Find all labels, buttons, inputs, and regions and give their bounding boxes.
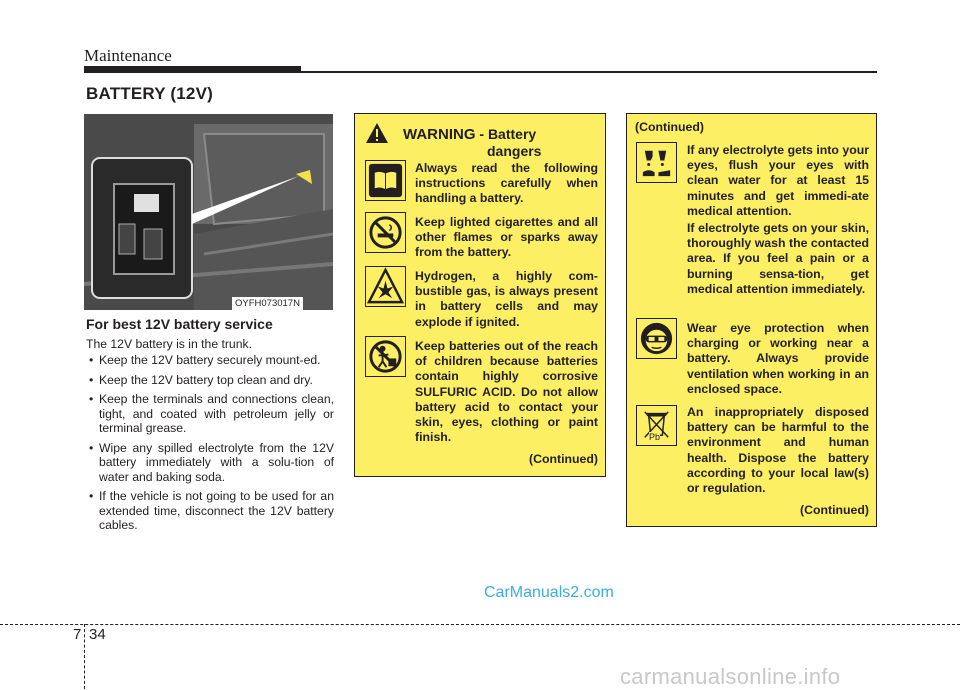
- corrosive-acid-icon: [636, 142, 677, 183]
- warning-triangle-icon: [365, 122, 389, 144]
- list-item: • Keep the terminals and connections clean, tight, and coated with petroleum jelly or terminal grease.: [86, 392, 334, 436]
- warning-item-text: Keep batteries out of the reach of children because batteries contain highly corrosive SULFURIC ACID. Do not allow battery acid to contact your skin, eyes, clothing or paint finish.: [415, 339, 598, 445]
- footer-vertical-divider: [84, 624, 85, 689]
- continued-head: (Continued): [635, 120, 704, 134]
- photo-code: OYFH073017N: [232, 297, 303, 310]
- warning-item-text: Keep lighted cigarettes and all other flames or sparks away from the battery.: [415, 215, 598, 260]
- continued-item-text: Wear eye protection when charging or working near a battery. Always provide ventilation when working in an enclosed space.: [687, 321, 869, 396]
- list-item: • If the vehicle is not going to be used for an extended time, disconnect the 12V battery cables.: [86, 489, 334, 533]
- continued-item-text: If any electrolyte gets into your eyes, flush your eyes with clean water for at least 15 minutes and get immedi-ate medical attention.: [687, 143, 869, 218]
- section-title: Maintenance: [84, 46, 172, 65]
- warning-title: [403, 126, 536, 143]
- list-item: • Keep the 12V battery top clean and dry.: [86, 373, 334, 388]
- pb-label: Pb: [649, 432, 661, 442]
- warning-title-rest: - Battery: [475, 126, 537, 142]
- explosion-icon: [365, 266, 406, 307]
- header-bar: [84, 66, 301, 73]
- warning-subtitle: dangers: [487, 143, 542, 159]
- continued-footer: (Continued): [800, 503, 869, 517]
- page-heading: BATTERY (12V): [86, 84, 213, 103]
- recycle-disposal-icon: [636, 405, 677, 446]
- site-watermark: carmanualsonline.info: [620, 664, 841, 689]
- manual-book-icon: [365, 160, 406, 201]
- continued-item-text: An inappropriately disposed battery can be harmful to the environment and human health. Dispose the battery according to your local law(s) or regulation.: [687, 405, 869, 496]
- service-list: [86, 353, 334, 538]
- header-rule: [301, 71, 877, 73]
- eye-protection-icon: [636, 318, 677, 359]
- watermark: CarManuals2.com: [484, 584, 614, 601]
- keep-children-away-icon: [365, 336, 406, 377]
- no-smoking-icon: [365, 212, 406, 253]
- service-title: For best 12V battery service: [86, 316, 273, 332]
- footer-divider: [0, 624, 960, 625]
- warning-continued: (Continued): [529, 452, 598, 466]
- continued-box: [626, 113, 877, 527]
- warning-item-text: Always read the following instructions carefully when handling a battery.: [415, 161, 598, 206]
- warning-item-text: Hydrogen, a highly com-bustible gas, is always present in battery cells and may explode if ignited.: [415, 269, 598, 329]
- battery-photo: [84, 114, 333, 310]
- list-item: • Wipe any spilled electrolyte from the 12V battery immediately with a solu-tion of water and baking soda.: [86, 441, 334, 485]
- page-number: 34: [89, 626, 106, 643]
- trunk-illustration: [84, 114, 333, 310]
- service-intro: The 12V battery is in the trunk.: [86, 337, 252, 351]
- list-item: • Keep the 12V battery securely mount-ed.: [86, 353, 334, 368]
- continued-item-text: If electrolyte gets on your skin, thoroughly wash the contacted area. If you feel a pain or a burning sensa-tion, get medical attention immediately.: [687, 221, 869, 296]
- chapter-number: 7: [73, 626, 82, 643]
- warning-word: WARNING: [403, 126, 476, 143]
- warning-box: [354, 113, 606, 477]
